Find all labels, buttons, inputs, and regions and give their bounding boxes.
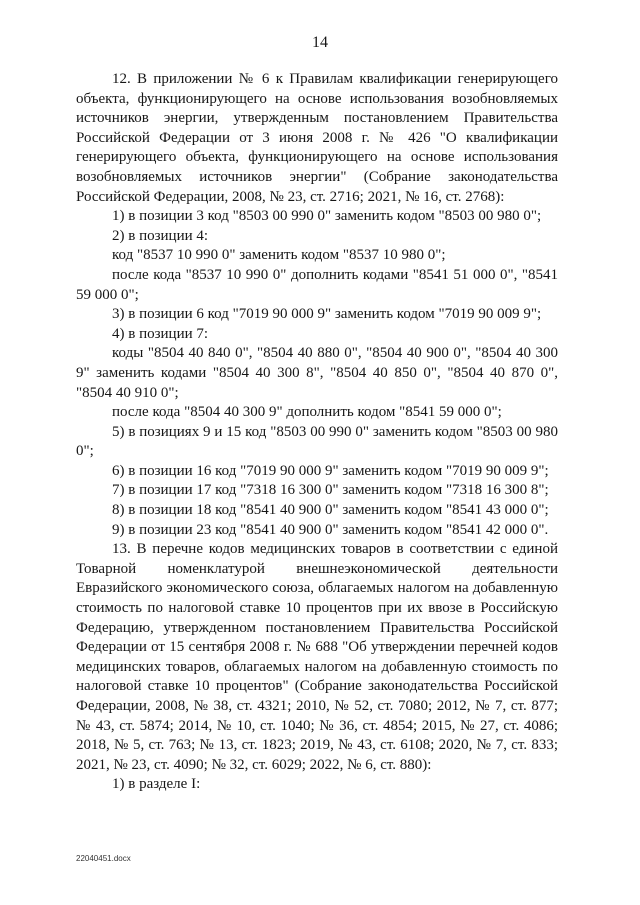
document-body — [76, 70, 558, 795]
paragraph-item-12-4-add: после кода "8504 40 300 9" дополнить кодом "8541 59 000 0"; — [112, 404, 502, 421]
paragraph-item-12-1: 1) в позиции 3 код "8503 00 990 0" заменить кодом "8503 00 980 0"; — [112, 208, 542, 225]
paragraph-item-12-4-codes: коды "8504 40 840 0", "8504 40 880 0", "8504 40 900 0", "8504 40 300 9" заменить кодами "8504 40 300 8", "8504 40 850 0", "8504 40 870 0", "8504 40 910 0"; — [76, 345, 558, 401]
paragraph-item-12: 12. В приложении № 6 к Правилам квалификации генерирующего объекта, функционирующего на основе использования возобновляемых источников энергии, утвержденным постановлением Правительства Российской Федерации от 3 июня 2008 г. № 426 "О квалификации генерирующего объекта, функционирующего на основе использования возобновляемых источников энергии" (Собрание законодательства Российской Федерации, 2008, № 23, ст. 2716; 2021, № 16, ст. 2768): — [76, 71, 558, 205]
paragraph-item-13-1: 1) в разделе I: — [112, 776, 201, 793]
paragraph-item-12-3: 3) в позиции 6 код "7019 90 000 9" заменить кодом "7019 90 009 9"; — [112, 306, 542, 323]
paragraph-item-12-6: 6) в позиции 16 код "7019 90 000 9" заменить кодом "7019 90 009 9"; — [112, 462, 549, 479]
paragraph-item-12-2: 2) в позиции 4: — [112, 227, 209, 244]
paragraph-item-12-9: 9) в позиции 23 код "8541 40 900 0" заменить кодом "8541 42 000 0". — [112, 521, 549, 538]
paragraph-item-12-8: 8) в позиции 18 код "8541 40 900 0" заменить кодом "8541 43 000 0"; — [112, 502, 549, 519]
paragraph-item-12-4: 4) в позиции 7: — [112, 325, 209, 342]
paragraph-item-13: 13. В перечне кодов медицинских товаров в соответствии с единой Товарной номенклатурой внешнеэкономической деятельности Евразийского экономического союза, облагаемых налогом на добавленную стоимость по налоговой ставке 10 процентов при их ввозе в Российскую Федерацию, утвержденном постановлением Правительства Российской Федерации от 15 сентября 2008 г. № 688 "Об утверждении перечней кодов медицинских товаров, облагаемых налогом на добавленную стоимость по налоговой ставке 10 процентов" (Собрание законодательства Российской Федерации, 2008, № 38, ст. 4321; 2010, № 52, ст. 7080; 2012, № 7, ст. 877; № 43, ст. 5874; 2014, № 10, ст. 1040; № 36, ст. 4854; 2015, № 27, ст. 4086; 2018, № 5, ст. 763; № 13, ст. 1823; 2019, № 43, ст. 6108; 2020, № 7, ст. 833; 2021, № 23, ст. 4090; № 32, ст. 6029; 2022, № 6, ст. 880): — [76, 541, 558, 773]
footer-filename: 22040451.docx — [76, 854, 131, 863]
paragraph-item-12-2-code: код "8537 10 990 0" заменить кодом "8537 10 980 0"; — [112, 247, 446, 264]
paragraph-item-12-2-add: после кода "8537 10 990 0" дополнить кодами "8541 51 000 0", "8541 59 000 0"; — [76, 266, 558, 303]
paragraph-item-12-5: 5) в позициях 9 и 15 код "8503 00 990 0" заменить кодом "8503 00 980 0"; — [76, 423, 558, 460]
paragraph-item-12-7: 7) в позиции 17 код "7318 16 300 0" заменить кодом "7318 16 300 8"; — [112, 482, 549, 499]
page-number: 14 — [312, 34, 328, 51]
